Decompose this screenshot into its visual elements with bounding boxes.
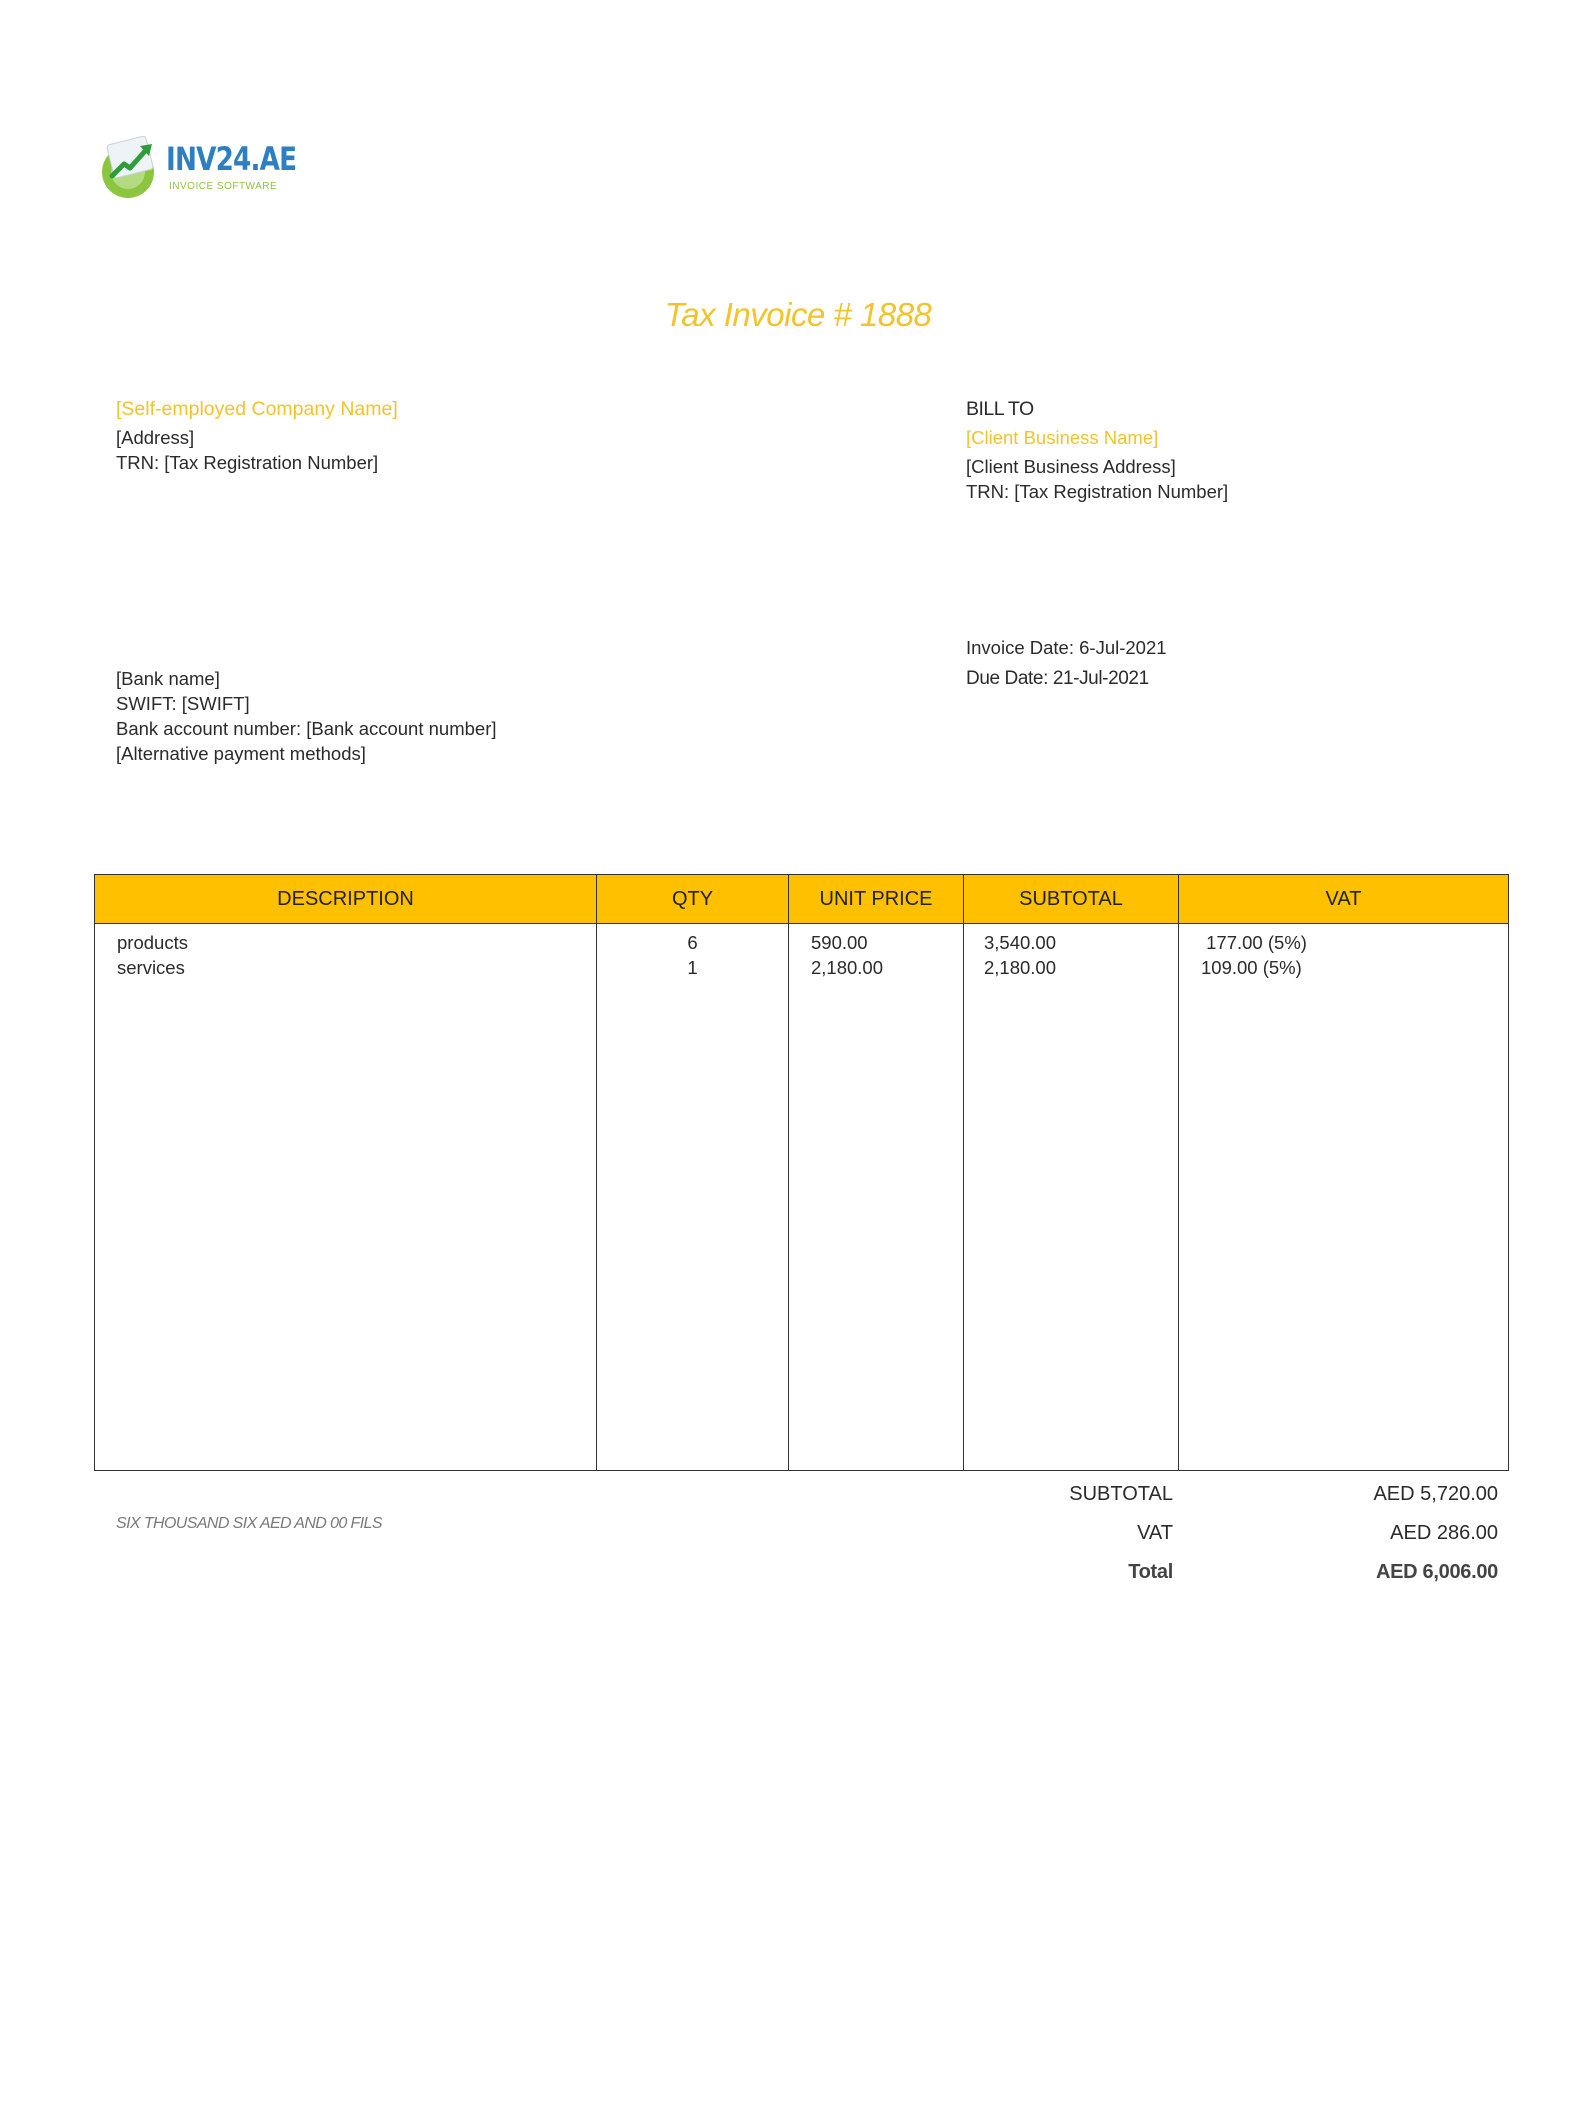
client-business-name: [Client Business Name] (966, 427, 1159, 448)
subtotal-value: AED 5,720.00 (1373, 1483, 1498, 1505)
item-vat: 177.00 (5%) (1179, 924, 1509, 956)
invoice-date: Invoice Date: 6-Jul-2021 (966, 637, 1167, 658)
item-vat: 109.00 (5%) (1179, 955, 1509, 980)
vat-value: AED 286.00 (1390, 1522, 1498, 1544)
column-header-qty: QTY (597, 875, 789, 924)
client-business-address: [Client Business Address] (966, 456, 1176, 477)
bank-account-number: Bank account number: [Bank account number] (116, 718, 497, 739)
table-row (95, 955, 1509, 980)
invoice-title: Tax Invoice # 1888 (664, 296, 932, 333)
company-logo (96, 136, 296, 202)
seller-address: [Address] (116, 427, 195, 448)
due-date: Due Date: 21-Jul-2021 (966, 668, 1149, 689)
seller-company-name: [Self-employed Company Name] (116, 398, 398, 420)
item-subtotal: 2,180.00 (964, 955, 1179, 980)
vat-label: VAT (1137, 1522, 1173, 1544)
total-value: AED 6,006.00 (1375, 1561, 1498, 1583)
item-unit-price: 2,180.00 (789, 955, 964, 980)
table-header-row (95, 875, 1509, 924)
item-unit-price: 590.00 (789, 924, 964, 956)
column-header-unit-price: UNIT PRICE (789, 875, 964, 924)
logo-brand-text: INV24.AE (166, 140, 297, 178)
amount-in-words: SIX THOUSAND SIX AED AND 00 FILS (116, 1515, 382, 1532)
item-subtotal: 3,540.00 (964, 924, 1179, 956)
table-row (95, 924, 1509, 956)
column-header-vat: VAT (1179, 875, 1509, 924)
client-trn: TRN: [Tax Registration Number] (966, 481, 1229, 502)
item-qty: 1 (597, 955, 789, 980)
total-label: Total (1128, 1561, 1173, 1583)
column-header-subtotal: SUBTOTAL (964, 875, 1179, 924)
seller-trn: TRN: [Tax Registration Number] (116, 452, 379, 473)
logo-mark-icon (96, 136, 164, 200)
bank-swift: SWIFT: [SWIFT] (116, 693, 250, 714)
column-header-description: DESCRIPTION (95, 875, 597, 924)
item-description: services (95, 955, 597, 980)
bank-name: [Bank name] (116, 668, 220, 689)
logo-tagline: INVOICE SOFTWARE (169, 181, 278, 192)
alternative-payment-methods: [Alternative payment methods] (116, 743, 366, 764)
table-empty-space (95, 980, 1509, 1471)
item-description: products (95, 924, 597, 956)
subtotal-label: SUBTOTAL (1069, 1483, 1173, 1505)
bill-to-heading: BILL TO (966, 398, 1034, 420)
invoice-items-table (94, 874, 1509, 1471)
item-qty: 6 (597, 924, 789, 956)
